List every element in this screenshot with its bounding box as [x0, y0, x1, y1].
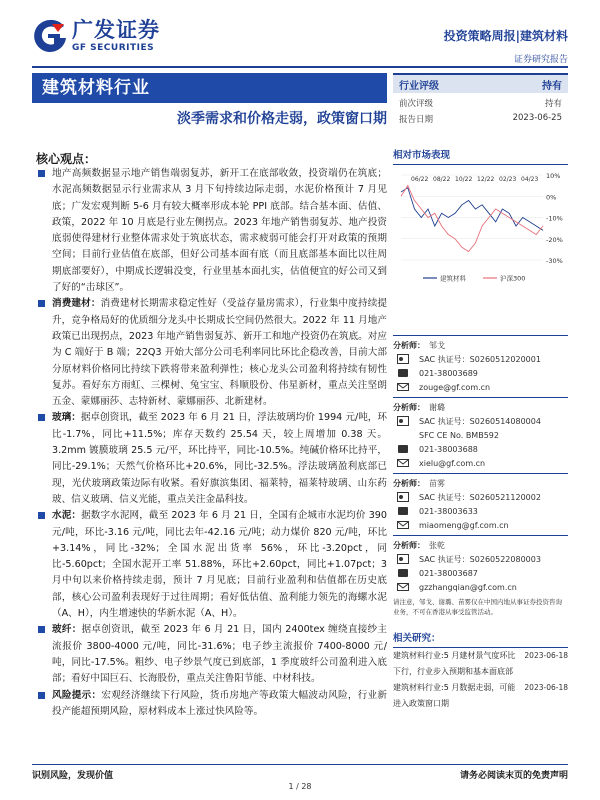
analyst-block — [393, 473, 568, 532]
id-card-icon — [397, 416, 409, 426]
paragraph: 玻纤：据卓创资讯，截至 2023 年 6 月 21 日，国内 2400tex 缠绕直接纱主流报价 3800-4000 元/吨，同比-31.6%；电子纱主流报价 7400-8000 元/吨，同比-17.5%。粗纱、电子纱景气度已到底部，1 季度玻纤公司盈利进入底部；看好中国巨石、长海股份，重点关注鲁阳节能、中材科技。 — [32, 622, 387, 687]
legend-label: 沪深300 — [500, 274, 526, 283]
analyst-license: SAC 执证号：S0260514080004 — [419, 416, 541, 426]
paragraph: 消费建材：消费建材长期需求稳定性好（受益存量房需求），行业集中度持续提升，竞争格局好的优质细分龙头中长期成长空间仍然很大。2022 年 11 月地产政策已出现拐点，2023 年地产销售弱复苏、新开工和地产投资仍在筑底。对应为 C 端好于 B 端；22Q3 开始大部分公司毛利率同比环比企稳改善，目前大部分原材料价格同比持续下跌将带来盈利弹性；核心龙头公司盈利将持续有韧性复苏。看好东方雨虹、三棵树、兔宝宝、科顺股份、伟星新材，重点关注坚朗五金、蒙娜丽莎、志特新材、蒙娜丽莎、北新建材。 — [32, 296, 387, 410]
bullet-square-icon — [38, 414, 45, 421]
chart-title: 相对市场表现 — [393, 147, 568, 165]
email-icon — [397, 520, 409, 530]
analyst-name: 张乾 — [429, 540, 445, 550]
logo-cn: 广发证券 — [72, 18, 160, 42]
analyst-license-sfc: SFC CE No. BMB592 — [419, 430, 499, 440]
related-item[interactable] — [393, 648, 568, 680]
footer-disclaimer: 请务必阅读末页的免责声明 — [459, 771, 568, 781]
id-card-icon — [397, 492, 409, 502]
prev-rating-value: 持有 — [544, 99, 562, 109]
paragraph: 水泥：据数字水泥网，截至 2023 年 6 月 21 日，全国有企城市水泥均价 390 元/吨，环比-3.16 元/吨，同比去年-42.16 元/吨；动力煤价 820 元/吨，环比+3.14%，同比-32%；全国水泥出货率 56%，环比-3.20pct，同比-5.60pct；全国水泥开工率 51.88%，环比+2.60pct，同比+1.07pct；3 月中旬以来价格持续走弱，预计 7 月见底；目前行业盈利和估值都在历史底部，核心公司盈利表现好于过往周期；看好低估值、盈利能力领先的海螺水泥（A、H），内生增速快的华新水泥（A、H）。 — [32, 508, 387, 622]
analyst-email[interactable]: gzzhangqian@gf.com.cn — [419, 582, 517, 592]
analyst-role: 分析师： — [393, 478, 425, 488]
analyst-disclaimer: 请注意，邹戈、谢璐、苗雾仅在中国内地从事证券投资咨询业务，不可在香港从事受监管活动。 — [393, 598, 562, 616]
analyst-email[interactable]: zouge@gf.com.cn — [419, 382, 491, 392]
legend-label: 建筑材料 — [440, 274, 466, 283]
email-icon — [397, 582, 409, 592]
core-views-title: 核心观点： — [36, 152, 97, 166]
report-headline: 淡季需求和价格走弱，政策窗口期 — [177, 111, 387, 127]
analyst-phone: 021-38003688 — [419, 444, 478, 454]
rating-box — [393, 73, 568, 125]
analyst-name: 邹戈 — [429, 340, 445, 350]
phone-icon — [397, 444, 409, 454]
company-logo — [32, 18, 160, 54]
analyst-role: 分析师： — [393, 402, 425, 412]
analyst-role: 分析师： — [393, 540, 425, 550]
y-tick-label: -10% — [546, 214, 563, 223]
footer-slogan: 识别风险，发现价值 — [32, 771, 114, 781]
rating-value: 持有 — [542, 80, 562, 92]
analyst-role: 分析师： — [393, 340, 425, 350]
related-item[interactable] — [393, 680, 568, 712]
phone-icon — [397, 368, 409, 378]
related-research-list — [393, 648, 568, 712]
analyst-name: 谢璐 — [429, 402, 445, 412]
y-tick-label: 0% — [546, 193, 557, 202]
report-subtype: 证券研究报告 — [513, 55, 568, 65]
report-type: 投资策略周报|建筑材料 — [443, 29, 568, 43]
industry-banner: 建筑材料行业 — [32, 73, 387, 103]
paragraph: 风险提示：宏观经济继续下行风险，货币房地产等政策大幅波动风险，行业新投产能超预期风险，原材料成本上涨过快风险等。 — [32, 688, 387, 721]
analyst-email[interactable]: xielu@gf.com.cn — [419, 458, 486, 468]
x-tick-label: 12/22 — [477, 176, 495, 183]
analyst-phone: 021-38003633 — [419, 506, 478, 516]
report-date-value: 2023-06-25 — [512, 113, 562, 123]
gf-logo-mark-icon — [32, 18, 68, 54]
analyst-license: SAC 执证号：S0260512020001 — [419, 354, 541, 364]
paragraph: 地产高频数据显示地产销售端弱复苏，新开工在底部收敛，投资端仍在筑底；水泥高频数据显示行业需求从 3 月下旬持续边际走弱，水泥价格预计 7 月见底；广发宏观判断 5-6 月有较大概率形成本轮 PPI 底部。结合基本面、估值、政策，2022 年 10 月底是行业左侧拐点。2023 年地产销售弱复苏、地产投资底弱使得建材行业整体需求处于筑底状态，需求疲弱可能会打开对政策的预期空间；目前行业估值在底部，但好公司基本面有底（而且底部基本面比以往周期底部要好），中期成长逻辑没变，行业里基本面扎实，估值便宜的好公司又到了好的“击球区”。 — [32, 166, 387, 296]
header-divider — [32, 66, 568, 68]
bullet-square-icon — [38, 512, 45, 519]
id-card-icon — [397, 354, 409, 364]
bullet-square-icon — [38, 626, 45, 633]
core-views — [32, 166, 387, 762]
logo-en: GF SECURITIES — [72, 43, 155, 53]
analyst-name: 苗雾 — [429, 478, 445, 488]
y-tick-label: -30% — [546, 257, 563, 265]
analyst-phone: 021-38003687 — [419, 568, 478, 578]
footer-divider — [32, 764, 568, 765]
analyst-block — [393, 397, 568, 470]
related-item-title[interactable]: 建筑材料行业:5 月建材景气度环比下行，行业步入预期和基本面底部 — [393, 651, 516, 676]
x-tick-label: 06/22 — [411, 176, 429, 183]
report-date-label: 报告日期 — [399, 115, 434, 125]
paragraph: 玻璃：据卓创资讯，截至 2023 年 6 月 21 日，浮法玻璃均价 1994 元/吨，环比-1.7%，同比+11.5%；库存天数约 25.54 天，较上周增加 0.38 天。3.2mm 镀膜玻璃 25.5 元/平，环比持平，同比-10.5%。纯碱价格环比持平，同比-29.1%；天然气价格环比+20.6%，同比-32.5%。浮法玻璃盈利底部已现，光伏玻璃政策边际有收紧。看好旗滨集团、福莱特，福莱特玻璃、山东药玻、信义玻璃、信义光能，重点关注金晶科技。 — [32, 410, 387, 508]
analyst-block — [393, 535, 568, 594]
x-tick-label: 08/22 — [433, 176, 451, 183]
rating-label: 行业评级 — [399, 80, 439, 92]
analyst-block — [393, 335, 568, 394]
x-tick-label: 04/23 — [521, 176, 539, 183]
id-card-icon — [397, 554, 409, 564]
y-tick-label: 10% — [546, 172, 561, 180]
bullet-square-icon — [38, 692, 45, 699]
page-number: 1 / 28 — [288, 782, 312, 791]
x-tick-label: 02/23 — [499, 176, 517, 183]
related-item-date: 2023-06-18 — [524, 683, 568, 692]
analyst-email[interactable]: miaomeng@gf.com.cn — [419, 520, 509, 530]
email-icon — [397, 382, 409, 392]
bullet-square-icon — [38, 300, 45, 307]
analyst-phone: 021-38003689 — [419, 368, 478, 378]
related-item-date: 2023-06-18 — [524, 651, 568, 660]
x-tick-label: 10/22 — [455, 176, 473, 183]
series-line — [401, 188, 543, 231]
related-item-title[interactable]: 建筑材料行业:5 月数据走弱，可能进入政策窗口期 — [393, 683, 516, 708]
bullet-square-icon — [38, 170, 45, 177]
relative-performance-chart — [393, 165, 568, 290]
analysts-panel — [393, 335, 568, 617]
phone-icon — [397, 506, 409, 516]
prev-rating-label: 前次评级 — [399, 99, 434, 109]
analyst-license: SAC 执证号：S0260522080003 — [419, 554, 541, 564]
phone-icon — [397, 568, 409, 578]
email-icon — [397, 458, 409, 468]
analyst-license: SAC 执证号：S0260521120002 — [419, 492, 541, 502]
related-research-title: 相关研究： — [393, 630, 568, 648]
y-tick-label: -20% — [546, 235, 563, 244]
